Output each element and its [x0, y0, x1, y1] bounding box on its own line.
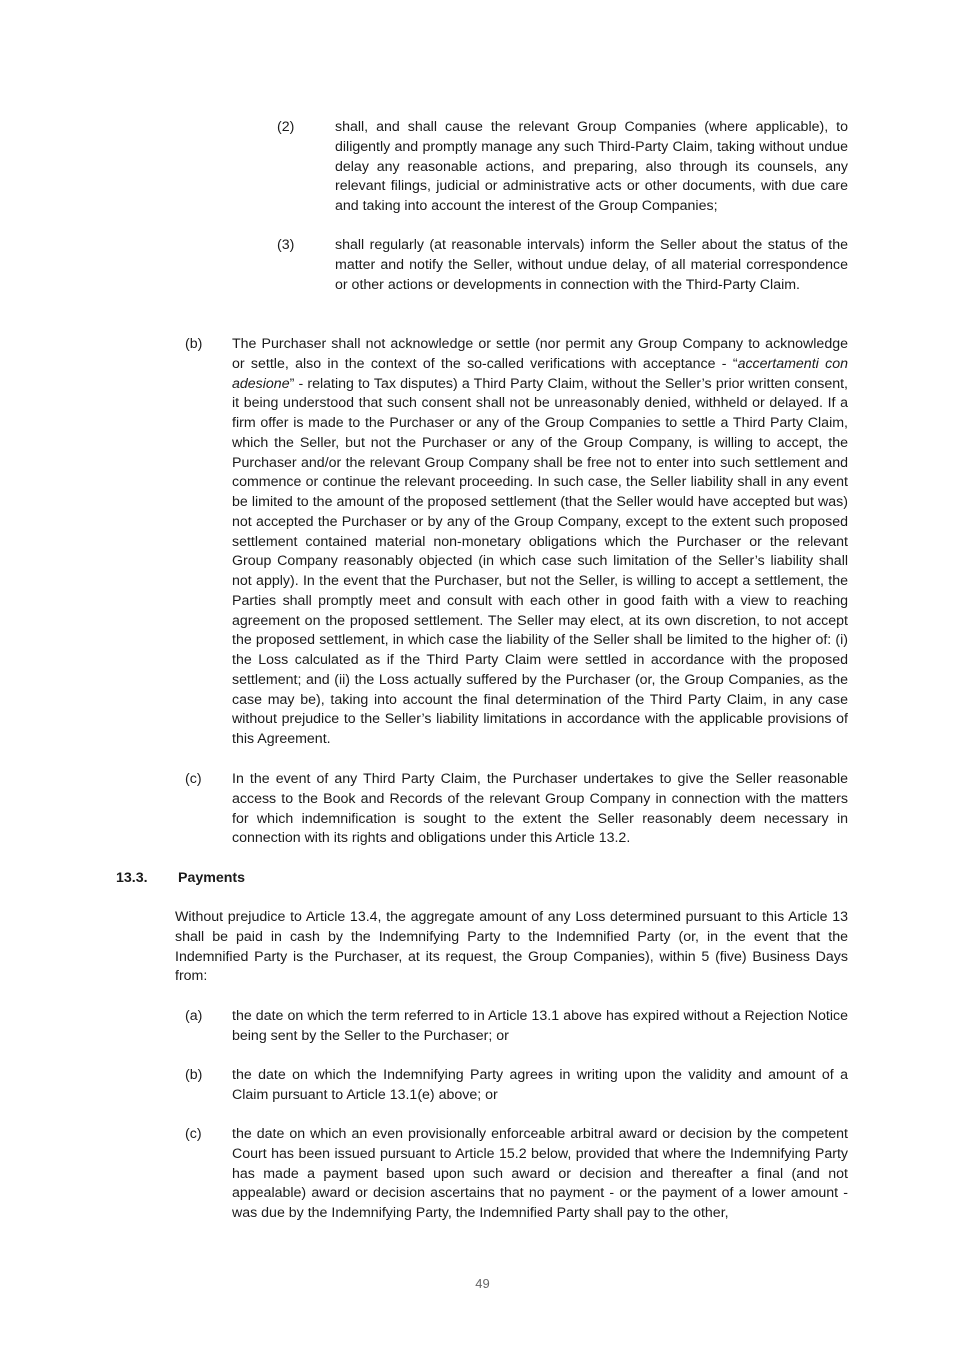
item-b-label: (b) [185, 336, 203, 352]
item-3-label: (3) [277, 237, 295, 253]
section-intro: Without prejudice to Article 13.4, the aggregate amount of any Loss determined pursuant to this Article 13 shall be paid in cash by the Indemnifying Party to the Indemnified Party (or, in the event that the Indemnified Party is the Purchaser, at its request, the Group Companies), within 5 (five) Business Days from: [175, 909, 848, 985]
item-c-label: (c) [185, 771, 202, 787]
sub-a-text: the date on which the term referred to in Article 13.1 above has expired without a Rejection Notice being sent by the Seller to the Purchaser; or [232, 1008, 848, 1044]
page-number: 49 [475, 1276, 490, 1291]
sub-b-label: (b) [185, 1067, 203, 1083]
sub-a-label: (a) [185, 1008, 203, 1024]
italic-term: accertamenti con adesione [232, 355, 848, 392]
section-number: 13.3. [116, 870, 148, 886]
section-title: Payments [178, 870, 246, 886]
item-2-label: (2) [277, 119, 295, 135]
item-2-text: shall, and shall cause the relevant Group Companies (where applicable), to diligently and promptly manage any such Third-Party Claim, taking without undue delay any reasonable actions, and preparing, also through its counsels, any relevant filings, judicial or administrative acts or other documents, with due care and taking into account the interest of the Group Companies; [335, 119, 848, 214]
item-b-text: The Purchaser shall not acknowledge or settle (nor permit any Group Company to acknowledge or settle, also in the context of the so-called verifications with acceptance - “accertamenti con adesione” - relating to Tax disputes) a Third Party Claim, without the Seller’s prior written consent, it being understood that such consent shall not be unreasonably denied, withheld or delayed. If a firm offer is made to the Purchaser or any of the Group Companies to settle a Third Party Claim, which the Seller, but not the Purchaser or any of the Group Company, is willing to accept, the Purchaser and/or the relevant Group Company shall be free not to enter into such settlement and commence or continue the relevant proceeding. In such case, the Seller liability shall in any event be limited to the amount of the proposed settlement (that the Seller would have accepted but was) not accepted the Purchaser or by any of the Group Company, except to the extent such proposed settlement contained material non-monetary obligations which the Purchaser or the relevant Group Company reasonably objected (in which case such limitation of the Seller’s liability shall not apply). In the event that the Purchaser, but not the Seller, is willing to accept a settlement, the Parties shall promptly meet and consult with each other in good faith with a view to reaching agreement on the proposed settlement. The Seller may elect, at its own discretion, to not accept the proposed settlement, in which case the liability of the Seller shall be limited to the higher of: (i) the Loss calculated as if the Third Party Claim were settled in accordance with the proposed settlement; and (ii) the Loss actually suffered by the Purchaser (or, the Group Companies, as the case may be), taking into account the final determination of the Third Party Claim, in any case without prejudice to the Seller’s liability limitations in accordance with the applicable provisions of this Agreement. [232, 336, 848, 747]
item-c-text: In the event of any Third Party Claim, the Purchaser undertakes to give the Seller reasonable access to the Book and Records of the relevant Group Company in connection with the matters for which indemnification is sought to the extent the Seller reasonably deem necessary in connection with its rights and obligations under this Article 13.2. [232, 771, 848, 847]
item-3-text: shall regularly (at reasonable intervals) inform the Seller about the status of the matter and notify the Seller, without undue delay, of all material correspondence or other actions or developments in connection with the Third-Party Claim. [335, 237, 848, 293]
sub-c-label: (c) [185, 1126, 202, 1142]
sub-c-text: the date on which an even provisionally enforceable arbitral award or decision by the competent Court has been issued pursuant to Article 15.2 below, provided that where the Indemnifying Party has made a payment based upon such award or decision and thereafter a final (and not appealable) award or decision ascertains that no payment - or the payment of a lower amount - was due by the Indemnifying Party, the Indemnified Party shall pay to the other, [232, 1126, 848, 1221]
sub-b-text: the date on which the Indemnifying Party agrees in writing upon the validity and amount of a Claim pursuant to Article 13.1(e) above; or [232, 1067, 848, 1103]
